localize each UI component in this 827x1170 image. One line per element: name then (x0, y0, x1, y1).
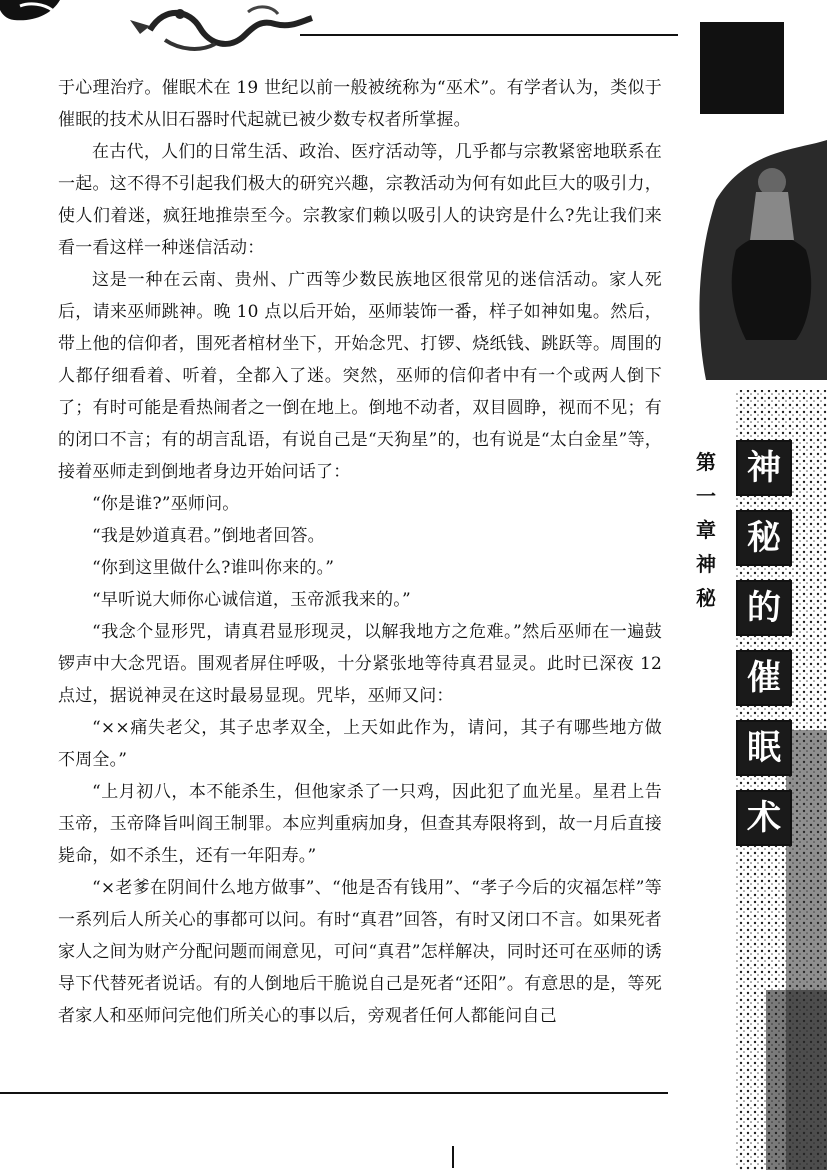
chapter-char: 秘 (696, 586, 716, 610)
footer-mark (452, 1146, 454, 1168)
footer-rule (0, 1092, 668, 1094)
paragraph: 这是一种在云南、贵州、广西等少数民族地区很常见的迷信活动。家人死后，请来巫师跳神。晚 10 点以后开始，巫师装饰一番，样子如神如鬼。然后，带上他的信仰者，围死者棺材坐下，开始念咒、打锣、烧纸钱、跳跃等。周围的人都仔细看着、听着，全都入了迷。突然，巫师的信仰者中有一个或两人倒下了；有时可能是看热闹者之一倒在地上。倒地不动者，双目圆睁，视而不见；有的闭口不言；有的胡言乱语，有说自己是“天狗星”的，也有说是“太白金星”等，接着巫师走到倒地者身边开始问话了： (58, 270, 662, 482)
title-char: 眠 (736, 720, 792, 776)
paragraph: “××痛失老父，其子忠孝双全，上天如此作为，请问，其子有哪些地方做不周全。” (58, 718, 662, 770)
paragraph: “上月初八，本不能杀生，但他家杀了一只鸡，因此犯了血光星。星君上告玉帝，玉帝降旨叫阎王制罪。本应判重病加身，但查其寿限将到，故一月后直接毙命，如不杀生，还有一年阳寿。” (58, 782, 662, 866)
header-rule (300, 34, 678, 36)
paragraph: 于心理治疗。催眠术在 19 世纪以前一般被统称为“巫术”。有学者认为，类似于催眠的技术从旧石器时代起就已被少数专权者所掌握。 (58, 78, 662, 130)
paragraph: “我是妙道真君。”倒地者回答。 (92, 526, 325, 546)
paragraph: 在古代，人们的日常生活、政治、医疗活动等，几乎都与宗教紧密地联系在一起。这不得不引起我们极大的研究兴趣，宗教活动为何有如此巨大的吸引力，使人们着迷，疯狂地推崇至今。宗教家们赖以吸引人的诀窍是什么?先让我们来看一看这样一种迷信活动： (58, 142, 662, 258)
title-char: 术 (736, 790, 792, 846)
paragraph: “你到这里做什么?谁叫你来的。” (92, 558, 335, 578)
corner-block-decoration (700, 22, 784, 114)
paragraph: “我念个显形咒，请真君显形现灵，以解我地方之危难。”然后巫师在一遍鼓锣声中大念咒语。围观者屏住呼吸，十分紧张地等待真君显灵。此时已深夜 12 点过，据说神灵在这时最易显现。咒毕，巫师又问： (58, 622, 662, 706)
paragraph: “早听说大师你心诚信道，玉帝派我来的。” (92, 590, 411, 610)
paragraph: “你是谁?”巫师问。 (92, 494, 240, 514)
chapter-char: 神 (696, 552, 716, 576)
body-text (58, 72, 662, 1032)
chapter-label-vertical (694, 450, 718, 610)
chapter-title-vertical (736, 440, 796, 846)
paragraph: “×老爹在阴间什么地方做事”、“他是否有钱用”、“孝子今后的灾福怎样”等一系列后人所关心的事都可以问。有时“真君”回答，有时又闭口不言。如果死者家人之间为财产分配问题而闹意见，可问“真君”怎样解决，同时还可在巫师的诱导下代替死者说话。有的人倒地后干脆说自己是死者“还阳”。有意思的是，等死者家人和巫师问完他们所关心的事以后，旁观者任何人都能问自己 (58, 878, 662, 1026)
dragon-header-ornament (0, 0, 340, 60)
title-char: 秘 (736, 510, 792, 566)
chapter-char: 章 (696, 518, 716, 542)
chapter-char: 一 (696, 484, 716, 508)
title-char: 催 (736, 650, 792, 706)
title-char: 神 (736, 440, 792, 496)
chapter-char: 第 (696, 450, 716, 474)
title-char: 的 (736, 580, 792, 636)
